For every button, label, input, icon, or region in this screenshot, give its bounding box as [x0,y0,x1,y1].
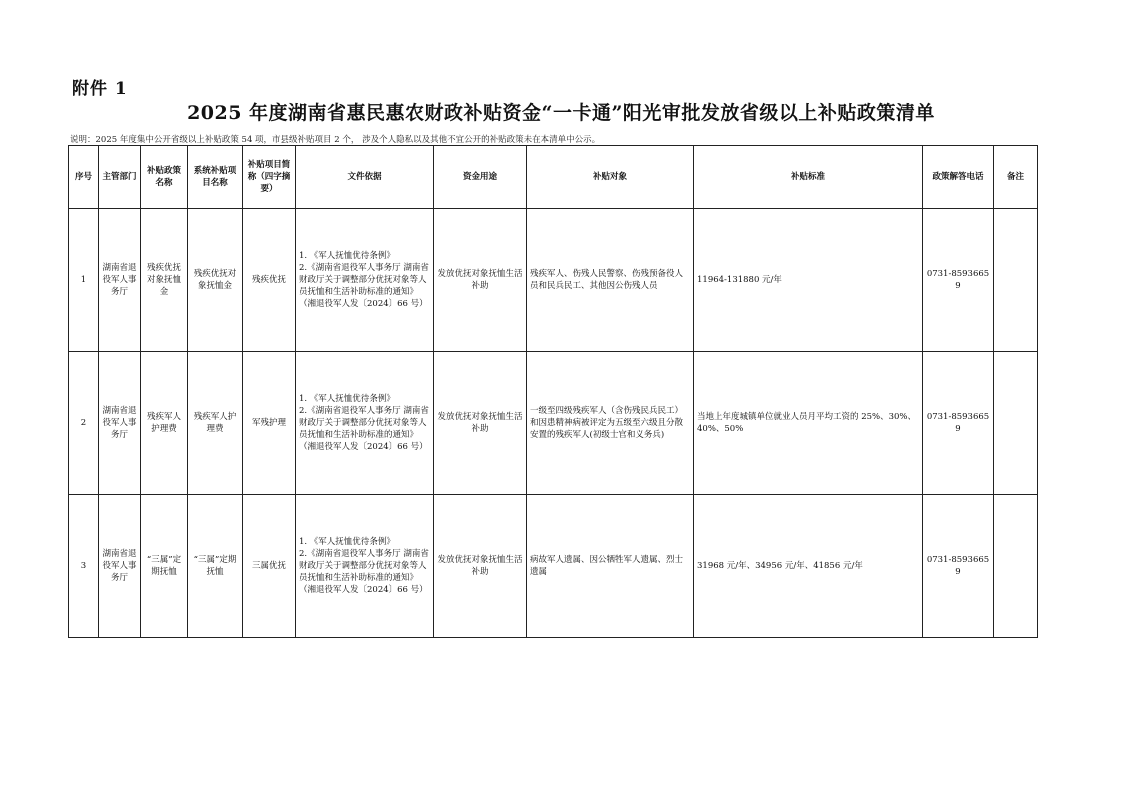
target-cell: 残疾军人、伤残人民警察、伤残预备役人员和民兵民工、其他因公伤残人员 [527,209,694,352]
policy-name-cell: 残疾优抚对象抚恤金 [141,209,188,352]
purpose-cell: 发放优抚对象抚恤生活补助 [434,352,527,495]
abbr-cell: 残疾优抚 [243,209,296,352]
column-header: 补贴项目简称（四字摘要） [243,146,296,209]
row-number: 1 [69,209,99,352]
table-row [69,352,1038,495]
system-name-cell: 残疾优抚对象抚恤金 [188,209,243,352]
row-number: 3 [69,495,99,638]
phone-cell: 0731-85936659 [923,352,994,495]
basis-line: 2.《湖南省退役军人事务厅 湖南省财政厅关于调整部分优抚对象等人员抚恤和生活补助标准的通知》（湘退役军人发〔2024〕66 号） [299,549,429,595]
remark-cell [994,209,1038,352]
department-cell: 湖南省退役军人事务厅 [99,352,141,495]
table-row [69,495,1038,638]
standard-cell: 当地上年度城镇单位就业人员月平均工资的 25%、30%、40%、50% [694,352,923,495]
basis-cell [296,209,434,352]
column-header: 补贴政策名称 [141,146,188,209]
target-cell: 一级至四级残疾军人（含伤残民兵民工）和因患精神病被评定为五级至六级且分散安置的残疾军人(初级士官和义务兵) [527,352,694,495]
basis-line: 1. 《军人抚恤优待条例》 [299,537,395,547]
department-cell: 湖南省退役军人事务厅 [99,209,141,352]
standard-cell: 11964-131880 元/年 [694,209,923,352]
target-cell: 病故军人遗属、因公牺牲军人遗属、烈士遗属 [527,495,694,638]
policy-table [68,145,1038,638]
abbr-cell: 三属优抚 [243,495,296,638]
abbr-cell: 军残护理 [243,352,296,495]
purpose-cell: 发放优抚对象抚恤生活补助 [434,209,527,352]
basis-line: 1. 《军人抚恤优待条例》 [299,394,395,404]
column-header: 序号 [69,146,99,209]
column-header: 主管部门 [99,146,141,209]
basis-cell [296,495,434,638]
department-cell: 湖南省退役军人事务厅 [99,495,141,638]
basis-line: 1. 《军人抚恤优待条例》 [299,251,395,261]
attachment-label: 附件 1 [72,79,128,99]
page-title: 2025 年度湖南省惠民惠农财政补贴资金“一卡通”阳光审批发放省级以上补贴政策清单 [187,102,935,124]
basis-line: 2.《湖南省退役军人事务厅 湖南省财政厅关于调整部分优抚对象等人员抚恤和生活补助标准的通知》（湘退役军人发〔2024〕66 号） [299,406,429,452]
column-header: 资金用途 [434,146,527,209]
purpose-cell: 发放优抚对象抚恤生活补助 [434,495,527,638]
row-number: 2 [69,352,99,495]
phone-cell: 0731-85936659 [923,495,994,638]
basis-cell [296,352,434,495]
system-name-cell: 残疾军人护理费 [188,352,243,495]
column-header: 文件依据 [296,146,434,209]
note-text: 说明：2025 年度集中公开省级以上补贴政策 54 项，市县级补贴项目 2 个， 涉及个人隐私以及其他不宜公开的补贴政策未在本清单中公示。 [70,135,601,145]
remark-cell [994,495,1038,638]
standard-cell: 31968 元/年、34956 元/年、41856 元/年 [694,495,923,638]
policy-name-cell: 残疾军人护理费 [141,352,188,495]
table-row [69,209,1038,352]
system-name-cell: “三属”定期抚恤 [188,495,243,638]
table-header-row [69,146,1038,209]
column-header: 补贴标准 [694,146,923,209]
column-header: 政策解答电话 [923,146,994,209]
column-header: 备注 [994,146,1038,209]
policy-name-cell: “三属”定期抚恤 [141,495,188,638]
phone-cell: 0731-85936659 [923,209,994,352]
column-header: 系统补贴项目名称 [188,146,243,209]
column-header: 补贴对象 [527,146,694,209]
basis-line: 2.《湖南省退役军人事务厅 湖南省财政厅关于调整部分优抚对象等人员抚恤和生活补助标准的通知》（湘退役军人发〔2024〕66 号） [299,263,429,309]
remark-cell [994,352,1038,495]
